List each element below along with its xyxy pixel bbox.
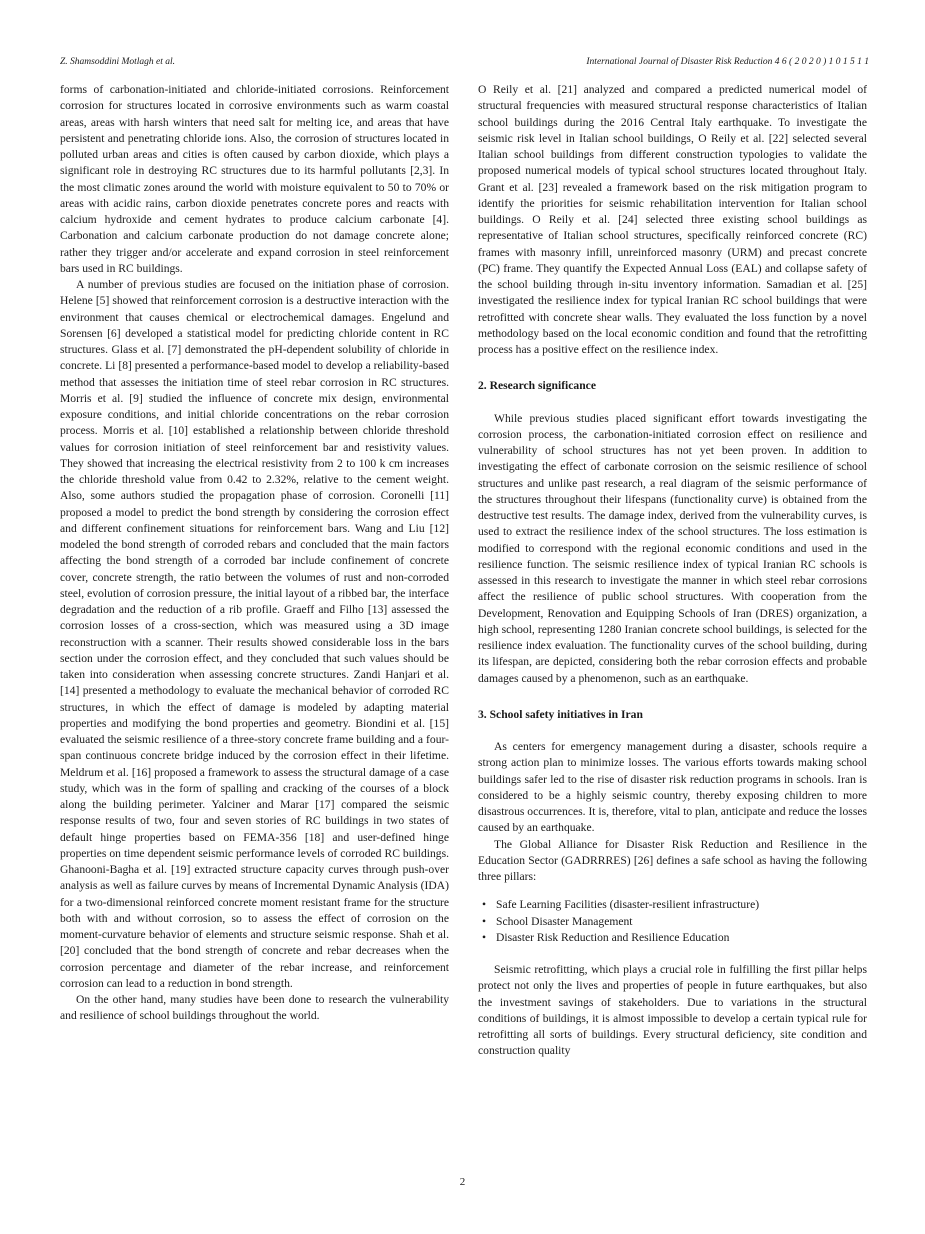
left-paragraph-3: On the other hand, many studies have been done to research the vulnerability and resilience of school buildings throughout the world. <box>60 993 449 1023</box>
list-item: • School Disaster Management <box>478 914 867 930</box>
right-paragraph-5: Seismic retrofitting, which plays a crucial role in fulfilling the first pillar helps protect not only the lives and properties of people in future earthquakes, but also the investment savings of stakeholders. Due to variations in the structural conditions of buildings, it is almost impossible to develop a certain typical rule for retrofitting all sorts of buildings. Every structural deficiency, site condition and construction quality <box>478 963 867 1058</box>
running-header <box>60 57 869 67</box>
section-2-heading: 2. Research significance <box>478 379 596 393</box>
page-number: 2 <box>459 1176 466 1188</box>
header-journal: International Journal of Disaster Risk Reduction 4 6 ( 2 0 2 0 ) 1 0 1 5 1 1 <box>586 57 869 67</box>
left-column <box>60 82 449 1025</box>
list-item: • Safe Learning Facilities (disaster-resilient infrastructure) <box>478 897 867 913</box>
left-paragraph-2: A number of previous studies are focused on the initiation phase of corrosion. Helene [5] showed that reinforcement corrosion is a destructive interaction with the environment that causes chemical or electrochemical damages. Engelund and Sorensen [6] developed a statistical model for predicting chloride content in RC structures. Glass et al. [7] demonstrated the pH-dependent solubility of chloride in concrete. Li [8] presented a performance-based model to develop a reliability-based method that assesses the initiation time of steel rebar corrosion in RC structures. Morris et al. [9] studied the influence of concrete mix design, environmental exposure conditions, and initial chloride concentrations on the rebar corrosion process. Morris et al. [10] established a relationship between chloride threshold values for corrosion initiation of steel reinforcement bar and resistivity values. They showed that increasing the electrical resistivity from 2 to 100 k cm increases the chloride threshold value from 0.42 to 2.32%, relative to the cement weight. Also, some authors studied the propagation phase of corrosion. Coronelli [11] proposed a model to predict the bond strength by considering the corrosion effect and different confinement situations for reinforcement bars. Wang and Liu [12] modeled the bond strength of corroded rebars and concluded that the main factors affecting the bond strength of a corroded bar include confinement of concrete cover, concrete strength, the ratio between the volumes of rust and non-corroded steel, evolution of corrosion pressure, the initial layout of a ribbed bar, the interface degradation and the reduction of a rib profile. Graeff and Filho [13] assessed the corrosion losses of a cross-section, which was measured using a 3D image reconstruction with a scanner. Their results showed considerable loss in the bars section under the corrosion effect, and they concluded that such values should be taken into consideration when assessing concrete structures. Zandi Hanjari et al. [14] presented a methodology to evaluate the mechanical behavior of corroded RC structures, in which the effect of damage is modeled by adapting material properties and modifying the bond properties and geometry. Biondini et al. [15] evaluated the seismic resilience of a three-story concrete frame building and a four-span continuous concrete bridge induced by the corrosion effect in their lifetime. Meldrum et al. [16] proposed a framework to assess the structural damage of a case study, which was in the form of spalling and cracking of the courses of a block along the building perimeter. Yalciner and Marar [17] compared the seismic response results of two, four and seven stories of RC buildings in two states of default hinge properties based on FEMA-356 [18] and user-defined hinge properties on time dependent seismic performance levels of corroded RC buildings. Ghanooni-Bagha et al. [19] extracted structure capacity curves through push-over analysis as well as failure curves by means of Incremental Dynamic Analysis (IDA) for a two-dimensional reinforced concrete moment resistant frame for the structure both with and without corrosion, so to assess the effect of corrosion on the moment-curvature behavior of elements and structure seismic response. Shah et al. [20] concluded that the bond strength of concrete and rebar decreases when the corrosion percentage and diameter of the rebar increase, and reinforcement corrosion can lead to a reduction in bond strength. <box>60 278 449 990</box>
left-paragraph-1: forms of carbonation-initiated and chloride-initiated corrosions. Reinforcement corrosion for structures located in corrosive environments such as warm coastal areas, areas with harsh winters that need salt for melting ice, and areas that have persistent and penetrating chloride ions. Also, the corrosion of structures located in polluted urban areas and cities is often caused by carbon dioxide, which plays a significant role in destroying RC structures due to its harmful pollutants [2,3]. In the most climatic zones around the world with moisture equivalent to 50 to 70% or areas with acidic rains, carbon dioxide penetrates concrete pores and reacts with calcium hydroxide and cement hydrates to produce calcium carbonate [4]. Carbonation and calcium carbonate production do not damage concrete alone; rather they trigger and/or accelerate and expand corrosion in steel reinforcement bars used in RC buildings. <box>60 83 449 275</box>
right-paragraph-4: The Global Alliance for Disaster Risk Reduction and Resilience in the Education Sector (GADRRRES) [26] defines a safe school as having the following three pillars: <box>478 837 867 883</box>
right-paragraph-1: O Reily et al. [21] analyzed and compared a predicted numerical model of structural frequencies with measured structural response characteristics of Italian school buildings during the 2016 Central Italy earthquake. To investigate the seismic risk level in Italian school buildings, O Reily et al. [22] selected several Italian school buildings from different construction typologies to validate the proposed numerical models of typical school structures located throughout Italy. Grant et al. [23] revealed a framework based on the risk mitigation program to identify the priorities for seismic rehabilitation intervention for Italian school buildings. O Reily et al. [24] selected three existing school buildings as representative of Italian school structures, specifically reinforced concrete (RC) frames with masonry infill, unreinforced masonry (URM) and precast concrete (PC) frame. They quantify the Expected Annual Loss (EAL) and collapse safety of the school building through in-situ inventory information. Samadian et al. [25] investigated the resilience index for typical Iranian RC school buildings that were retrofitted with concrete shear walls. They evaluated the loss function by a novel methodology based on the local economic condition and found that the retrofitting process has a positive effect on the resilience index. <box>478 83 867 356</box>
section-3-heading: 3. School safety initiatives in Iran <box>478 707 643 721</box>
header-authors: Z. Shamsoddini Motlagh et al. <box>60 57 176 67</box>
pillars-list <box>478 897 867 946</box>
list-item: • Disaster Risk Reduction and Resilience Education <box>478 930 867 946</box>
right-paragraph-2: While previous studies placed significant effort towards investigating the corrosion process, the carbonation-initiated corrosion effect on resilience and vulnerability of school structures has not yet been proven. In addition to investigating the effect of carbonate corrosion on the seismic resilience of school structures and unlike past research, a real diagram of the seismic performance of the structures throughout their lifespans (functionality curve) is obtained from the destructive test results. The damage index, derived from the vulnerability curves, is used to extract the resilience index of the school structures. The loss estimation is modified to correspond with the regional economic conditions and used in the resilience function. The seismic resilience index of typical Iranian RC schools is assessed in this research to investigate the manner in which steel rebar corrosions affect the resilience of public school structures. With cooperation from the Development, Renovation and Equipping Schools of Iran (DRES) organization, a high school, representing 1280 Iranian concrete school buildings, is selected for the resilience index evaluation. The functionality curves of the school building, during its lifespan, are depicted, considering both the rebar corrosion effects and probable damages caused by a phenomenon, such as an earthquake. <box>478 411 867 685</box>
right-column <box>478 82 867 1060</box>
right-paragraph-3: As centers for emergency management during a disaster, schools require a strong action plan to minimize losses. The various efforts towards making school buildings safer led to the rise of disaster risk reduction programs in schools. Iran is considered to be a highly seismic country, thereby exposing children to more disastrous occurrences. It is, therefore, vital to plan, anticipate and reduce the losses caused by an earthquake. <box>478 740 867 835</box>
